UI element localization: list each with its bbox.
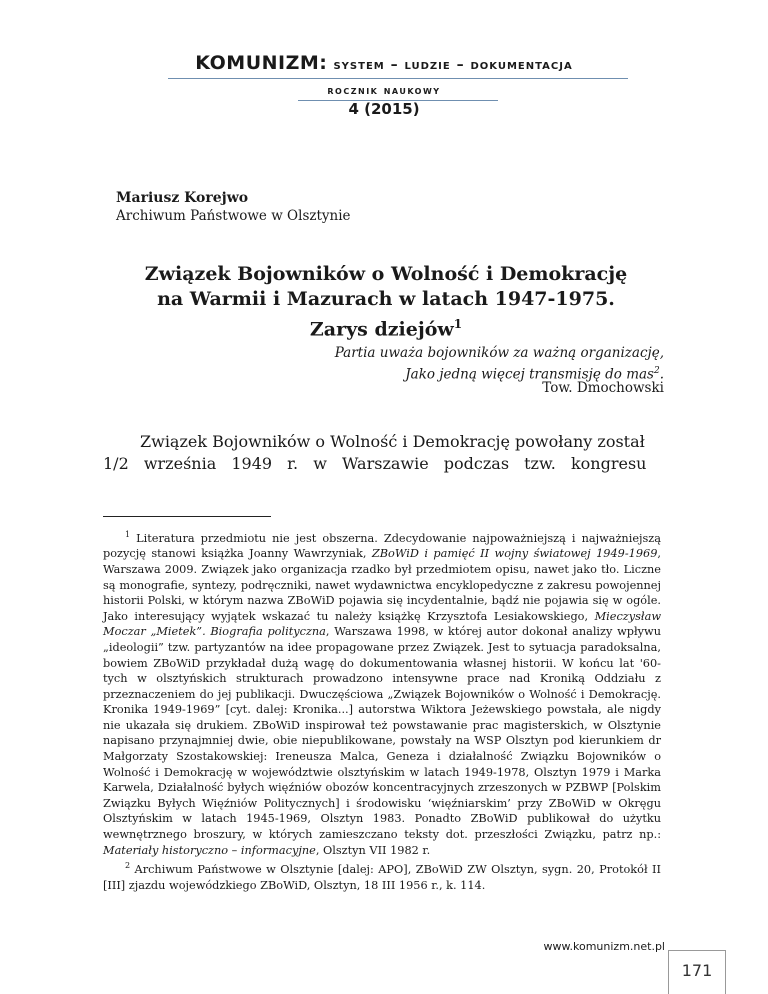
footnote-separator bbox=[103, 516, 271, 517]
journal-title-rest: system – ludzie – dokumentacja bbox=[333, 57, 573, 73]
footnote-1-text-g: , Olsztyn VII 1982 r. bbox=[315, 843, 431, 857]
epigraph bbox=[335, 344, 664, 384]
journal-title bbox=[0, 52, 768, 74]
epigraph-line-1: Partia uważa bojowników za ważną organizację, bbox=[334, 345, 664, 361]
article-title-line-3 bbox=[116, 312, 656, 342]
website-link[interactable]: www.komunizm.net.pl bbox=[543, 940, 665, 953]
footnote-1-book-title-2: Mieczysław Moczar „Mietek”. Biografia polityczna bbox=[103, 609, 661, 639]
footnote-1-text-c: , Warszawa 2009. Związek jako organizacja rzadko był przedmiotem opisu, nawet jako tło. Liczne są monografie, syntezy, podręczniki, nawet wydawnictwa encyklopedyczne z zakresu powojennej historii Polski, w którym nazwa ZBoWiD pojawia się incydentalnie, bądź nie pojawia się w ogóle. Jako interesujący wyjątek wskazać tu należy książkę Krzysztofa Lesiakowskiego, bbox=[103, 547, 661, 623]
footnote-1-book-title-1: ZBoWiD i pamięć II wojny światowej 1949-1969 bbox=[371, 547, 658, 561]
title-footnote-ref[interactable]: 1 bbox=[453, 317, 463, 331]
footnote-1-text-a: Literatura przedmiotu nie jest obszerna. Zdecydowanie najpoważniejszą i najważniejszą pozycję stanowi książka Joanny Wawrzyniak, bbox=[103, 531, 661, 561]
author-affiliation: Archiwum Państwowe w Olsztynie bbox=[116, 208, 351, 224]
footnote-1-book-title-3: Materiały historyczno – informacyjne bbox=[103, 843, 316, 857]
article-title-line-3-text: Zarys dziejów bbox=[309, 318, 454, 341]
article-title-line-1: Związek Bojowników o Wolność i Demokrację bbox=[144, 263, 628, 285]
footnote-2-text: Archiwum Państwowe w Olsztynie [dalej: APO], ZBoWiD ZW Olsztyn, sygn. 20, Protokół II [III] zjazdu wojewódzkiego ZBoWiD, Olsztyn, 18 III 1956 r., k. 114. bbox=[103, 863, 661, 892]
footnote-1-number: 1 bbox=[125, 530, 131, 539]
page-number: 171 bbox=[668, 950, 726, 994]
body-paragraph bbox=[103, 431, 661, 475]
epigraph-footnote-ref[interactable]: 2 bbox=[653, 366, 660, 376]
footnote-2-number: 2 bbox=[125, 861, 131, 871]
body-line-1: Związek Bojowników o Wolność i Demokrację powołany został bbox=[140, 432, 645, 451]
footnote-2 bbox=[103, 858, 661, 893]
journal-title-main: KOMUNIZM: bbox=[195, 52, 328, 74]
epigraph-period: . bbox=[659, 366, 664, 383]
author-name: Mariusz Korejwo bbox=[116, 190, 249, 206]
journal-subtitle: rocznik naukowy bbox=[327, 84, 441, 97]
footnotes bbox=[103, 527, 661, 893]
epigraph-line-2-text: Jako jedną więcej transmisję do mas bbox=[405, 366, 654, 383]
article-title-line-2: na Warmii i Mazurach w latach 1947-1975. bbox=[157, 288, 615, 310]
footnote-1 bbox=[103, 527, 661, 858]
epigraph-author: Tow. Dmochowski bbox=[542, 380, 664, 396]
issue-number: 4 (2015) bbox=[348, 100, 420, 118]
body-line-2: 1/2 września 1949 r. w Warszawie podczas tzw. kongresu bbox=[103, 454, 647, 473]
header-rule bbox=[168, 78, 628, 79]
article-title bbox=[116, 262, 656, 342]
footnote-1-text-e: , Warszawa 1998, w której autor dokonał analizy wpływu „ideologii” tzw. partyzantów na idee propagowane przez Związek. Jest to sytuacja paradoksalna, bowiem ZBoWiD przykładał dużą wagę do dokumentowania własnej historii. W końcu lat '60-tych w olsztyńskich strukturach prowadzono intensywne prace nad Kroniką Oddziału z przeznaczeniem do jej publikacji. Dwuczęściowa „Związek Bojowników o Wolność i Demokrację. Kronika 1949-1969” [cyt. dalej: Kronika...] autorstwa Wiktora Jeżewskiego powstała, ale nigdy nie ukazała się drukiem. ZBoWiD inspirował też powstawanie prac magisterskich, w Olsztynie napisano przynajmniej dwie, obie niepublikowane, powstały na WSP Olsztyn pod kierunkiem dr Małgorzaty Szostakowskiej: Ireneusza Malca, Geneza i działalność Związku Bojowników o Wolność i Demokrację w województwie olsztyńskim w latach 1949-1978, Olsztyn 1979 i Marka Karwela, Działalność byłych więźniów obozów koncentracyjnych zrzeszonych w PZBWP [Polskim Związku Byłych Więźniów Politycznych] i środowisku ‘więźniarskim’ przy ZBoWiD w Okręgu Olsztyńskim w latach 1945-1969, Olsztyn 1983. Ponadto ZBoWiD publikował do użytku wewnętrznego broszury, w których zamieszczano teksty dot. przeszłości Związku, patrz np.: bbox=[103, 625, 661, 842]
